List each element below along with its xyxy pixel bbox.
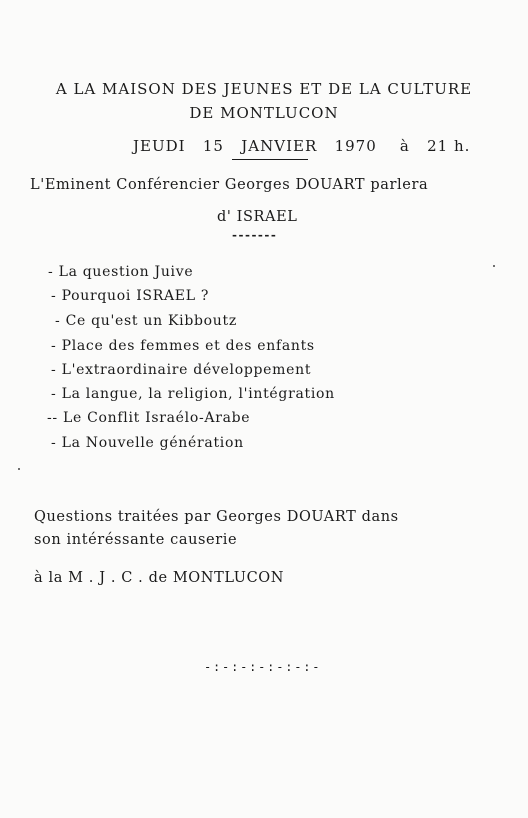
subject-separator: ------- (232, 228, 278, 242)
summary-line-3: à la M . J . C . de MONTLUCON (34, 570, 285, 586)
date-number: 15 (202, 137, 224, 155)
summary-line-1: Questions traitées par Georges DOUART dans (34, 509, 399, 525)
list-item: - La question Juive (48, 264, 194, 280)
header-line-2: DE MONTLUCON (189, 104, 339, 122)
date-day: JEUDI (133, 137, 186, 155)
list-item: - Place des femmes et des enfants (51, 338, 315, 354)
speaker-line: L'Eminent Conférencier Georges DOUART parlera (30, 177, 429, 193)
list-item: - La Nouvelle génération (51, 435, 244, 451)
closing-ornament: -:-:-:-:-:-:- (204, 660, 322, 674)
month-underline (232, 159, 308, 160)
date-at: à (399, 137, 410, 155)
summary-line-2: son intéréssante causerie (34, 532, 238, 548)
list-item: - Pourquoi ISRAEL ? (51, 288, 210, 304)
date-month: JANVIER (241, 137, 318, 155)
subject-line: d' ISRAEL (217, 209, 298, 225)
list-item: - La langue, la religion, l'intégration (51, 386, 335, 402)
list-item: -- Le Conflit Israélo-Arabe (47, 410, 251, 426)
paper-speck (493, 265, 495, 267)
date-time: 21 h. (427, 137, 471, 155)
list-item: - Ce qu'est un Kibboutz (55, 313, 237, 329)
event-date (133, 137, 470, 155)
paper-speck (18, 468, 20, 470)
header-line-1: A LA MAISON DES JEUNES ET DE LA CULTURE (55, 80, 473, 98)
list-item: - L'extraordinaire développement (51, 362, 312, 378)
date-year: 1970 (334, 137, 377, 155)
